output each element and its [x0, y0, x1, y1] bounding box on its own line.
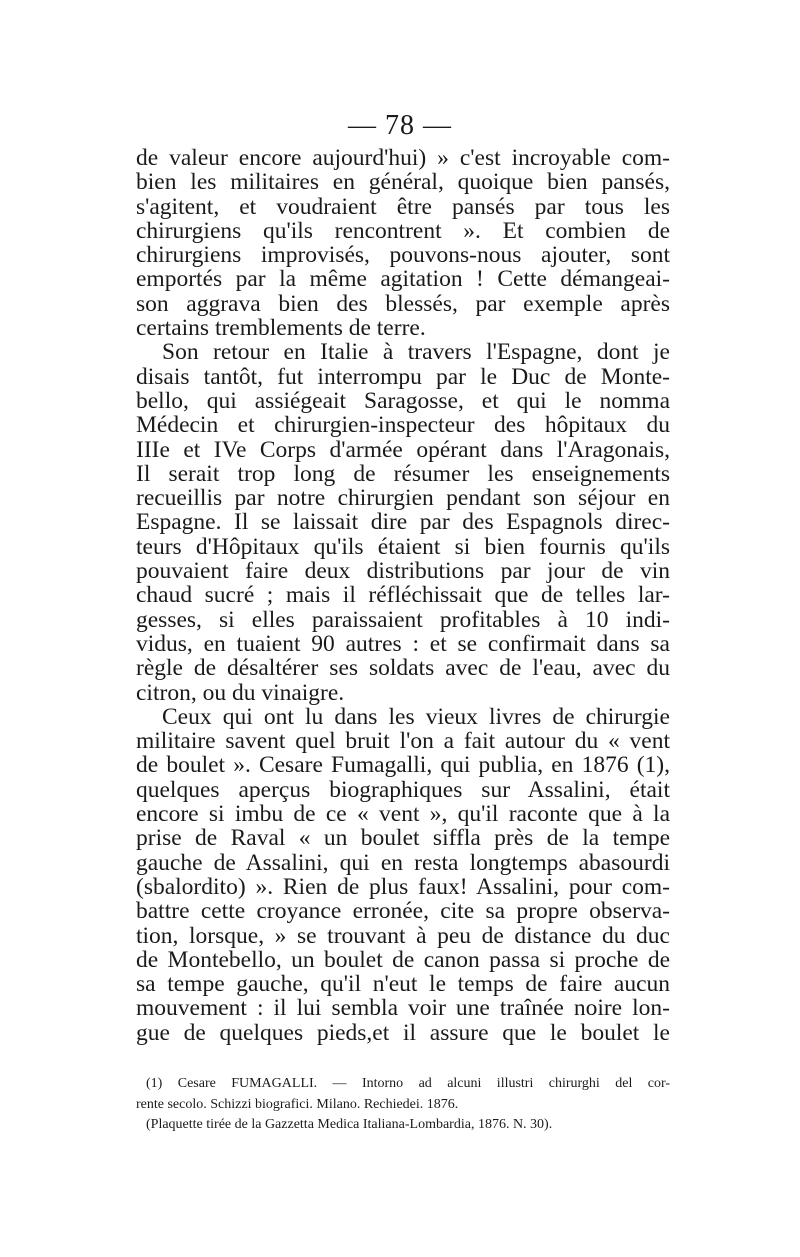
text-line: IIIe et IVe Corps d'armée opérant dans l'Aragonais, — [136, 436, 670, 463]
text-line: militaire savent quel bruit l'on a fait autour du « vent — [136, 728, 670, 755]
text-line: règle de désaltérer ses soldats avec de l'eau, avec du — [136, 655, 670, 682]
text-line: vidus, en tuaient 90 autres : et se confirmait dans sa — [136, 630, 670, 657]
text-line: mouvement : il lui sembla voir une traînée noire lon- — [136, 995, 670, 1022]
page-number: — 78 — — [348, 110, 452, 141]
text-line: battre cette croyance erronée, cite sa propre observa- — [136, 898, 670, 925]
text-line: Son retour en Italie à travers l'Espagne, dont je — [162, 339, 670, 366]
text-line: disais tantôt, fut interrompu par le Duc de Monte- — [136, 363, 670, 390]
text-line: bien les militaires en général, quoique bien pansés, — [136, 169, 670, 196]
text-line: gue de quelques pieds,et il assure que le boulet le — [136, 1019, 670, 1046]
text-line: son aggrava bien des blessés, par exemple après — [136, 290, 670, 317]
text-line: emportés par la même agitation ! Cette démangeai- — [136, 266, 670, 293]
text-line: encore si imbu de ce « vent », qu'il raconte que à la — [136, 801, 670, 828]
text-line: Médecin et chirurgien-inspecteur des hôpitaux du — [136, 412, 670, 439]
text-line: pouvaient faire deux distributions par jour de vin — [136, 558, 670, 585]
text-line: Espagne. Il se laissait dire par des Espagnols direc- — [136, 509, 670, 536]
text-line: (sbalordito) ». Rien de plus faux! Assalini, pour com- — [136, 873, 670, 900]
text-line: chirurgiens qu'ils rencontrent ». Et combien de — [136, 217, 670, 244]
text-line: bello, qui assiégeait Saragosse, et qui le nomma — [136, 387, 670, 414]
text-line: chaud sucré ; mais il réfléchissait que de telles lar- — [136, 582, 670, 609]
text-line: chirurgiens improvisés, pouvons-nous ajouter, sont — [136, 242, 670, 269]
text-line: tion, lorsque, » se trouvant à peu de distance du duc — [136, 922, 670, 949]
footnote-line: (Plaquette tirée de la Gazzetta Medica Italiana-Lombardia, 1876. N. 30). — [146, 1117, 553, 1132]
footnote-line: (1) Cesare FUMAGALLI. — Intorno ad alcuni illustri chirurghi del cor- — [146, 1076, 670, 1091]
text-line: Il serait trop long de résumer les enseignements — [136, 460, 670, 487]
text-line: sa tempe gauche, qu'il n'eut le temps de faire aucun — [136, 971, 670, 998]
text-line: prise de Raval « un boulet siffla près de la tempe — [136, 825, 670, 852]
text-line: quelques aperçus biographiques sur Assalini, était — [136, 776, 670, 803]
text-line: de Montebello, un boulet de canon passa si proche de — [136, 946, 670, 973]
footnote-line: rente secolo. Schizzi biografici. Milano. Rechiedei. 1876. — [136, 1096, 459, 1112]
footnotes — [136, 1074, 670, 1136]
text-line: citron, ou du vinaigre. — [136, 679, 345, 706]
text-line: s'agitent, et voudraient être pansés par tous les — [136, 193, 670, 220]
text-line: gesses, si elles paraissaient profitables à 10 indi- — [136, 606, 670, 633]
text-line: Ceux qui ont lu dans les vieux livres de chirurgie — [162, 703, 670, 730]
text-line: teurs d'Hôpitaux qu'ils étaient si bien fournis qu'ils — [136, 533, 670, 560]
text-line: de valeur encore aujourd'hui) » c'est incroyable com- — [136, 145, 670, 171]
body-text — [136, 146, 670, 1045]
text-line: certains tremblements de terre. — [136, 315, 426, 342]
text-line: recueillis par notre chirurgien pendant son séjour en — [136, 485, 670, 512]
text-line: gauche de Assalini, qui en resta longtemps abasourdi — [136, 849, 670, 876]
text-line: de boulet ». Cesare Fumagalli, qui publia, en 1876 (1), — [136, 752, 670, 779]
